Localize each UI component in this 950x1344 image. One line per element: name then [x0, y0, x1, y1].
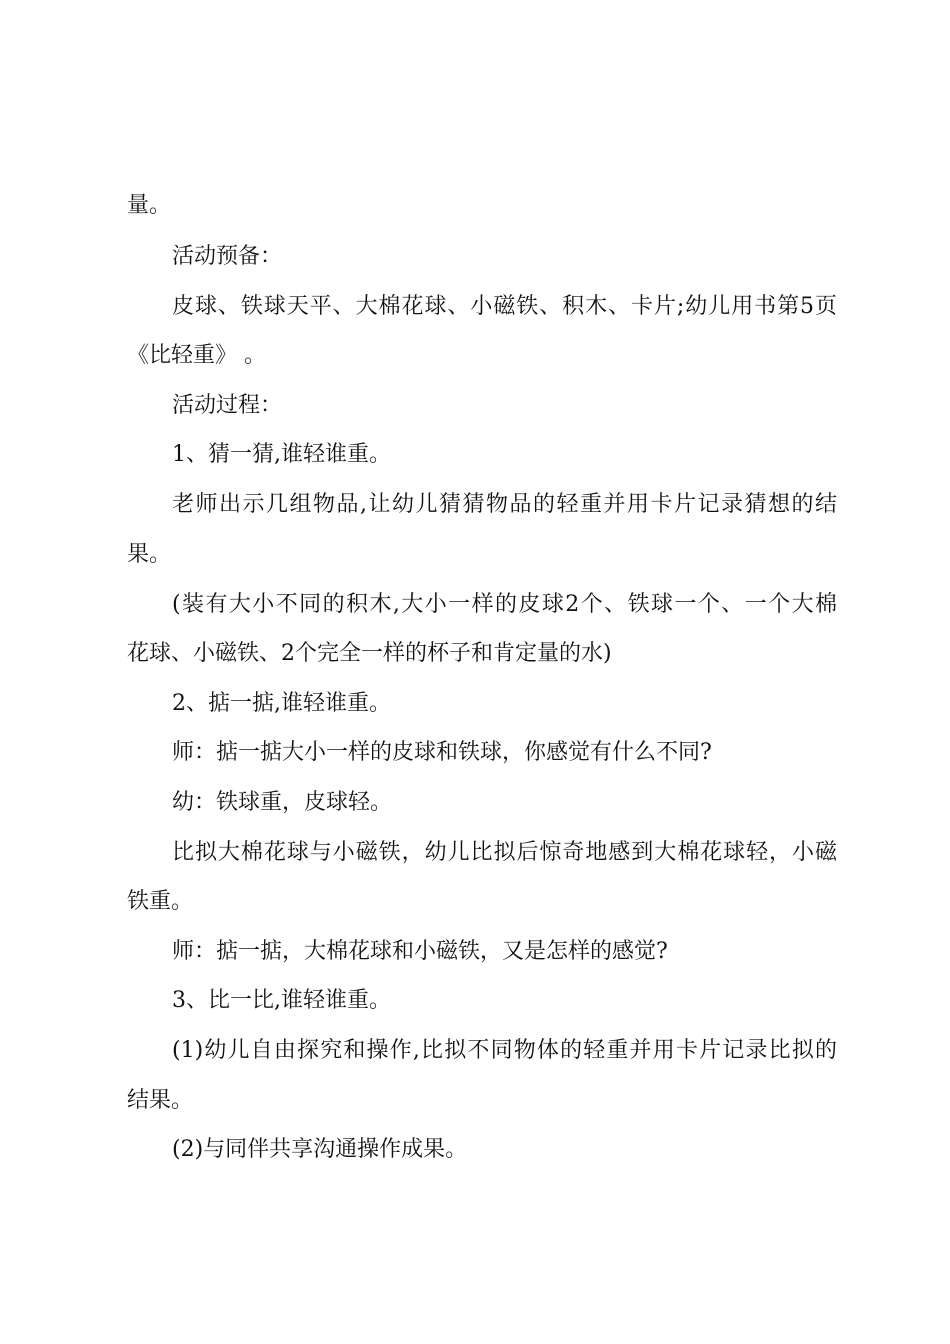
section-heading: 活动过程： [172, 393, 283, 418]
text-line: 铁重。 [127, 889, 194, 914]
section-heading: 活动预备： [172, 244, 283, 269]
text-line: (装有大小不同的积木,大小一样的皮球2个、铁球一个、一个大棉 [172, 592, 837, 617]
step-heading: 3、比一比,谁轻谁重。 [172, 988, 391, 1013]
text-line: (1)幼儿自由探究和操作,比拟不同物体的轻重并用卡片记录比拟的 [172, 1038, 837, 1063]
step-heading: 2、掂一掂,谁轻谁重。 [172, 691, 391, 716]
text-line: 果。 [127, 542, 172, 567]
text-line: 师：掂一掂，大棉花球和小磁铁，又是怎样的感觉? [172, 939, 668, 964]
text-line: 皮球、铁球天平、大棉花球、小磁铁、积木、卡片;幼儿用书第5页 [172, 294, 837, 319]
text-line: 量。 [127, 193, 172, 218]
step-heading: 1、猜一猜,谁轻谁重。 [172, 442, 391, 467]
text-line: 师：掂一掂大小一样的皮球和铁球，你感觉有什么不同? [172, 740, 712, 765]
text-line: 比拟大棉花球与小磁铁，幼儿比拟后惊奇地感到大棉花球轻，小磁 [172, 840, 837, 865]
text-line: 老师出示几组物品,让幼儿猜猜物品的轻重并用卡片记录猜想的结 [172, 492, 837, 517]
text-line: 幼：铁球重，皮球轻。 [172, 790, 393, 815]
text-line: 《比轻重》 。 [127, 343, 266, 368]
text-line: 花球、小磁铁、2个完全一样的杯子和肯定量的水) [127, 641, 612, 666]
text-line: 结果。 [127, 1088, 194, 1113]
text-line: (2)与同伴共享沟通操作成果。 [172, 1137, 468, 1162]
